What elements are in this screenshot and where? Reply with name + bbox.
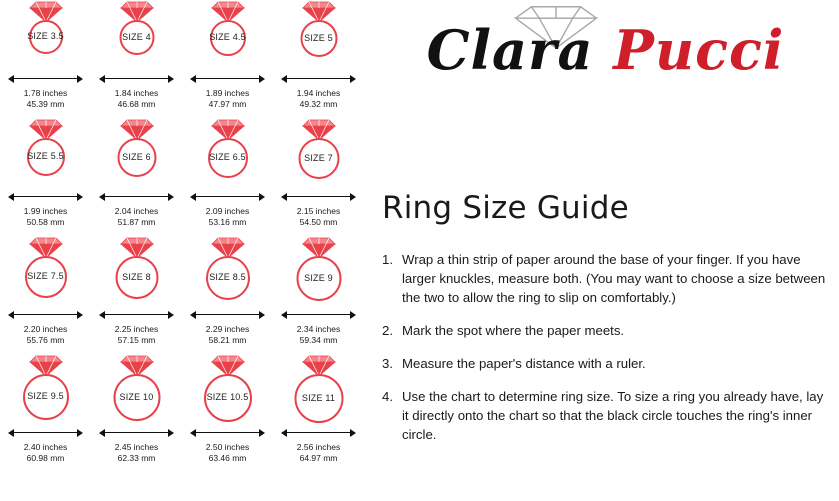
brand-name-second: Pucci xyxy=(613,18,785,82)
arrow-right-head xyxy=(350,429,356,437)
ring-illustration xyxy=(182,0,273,68)
arrow-right-head xyxy=(168,429,174,437)
ring-inches: 2.50 inches xyxy=(205,442,250,452)
ring-mm: 49.32 mm xyxy=(299,99,338,109)
diameter-arrow xyxy=(190,428,265,437)
ring-measurements xyxy=(182,442,273,464)
arrow-shaft xyxy=(13,432,78,433)
ring-size-cell[interactable] xyxy=(182,236,273,354)
diameter-arrow xyxy=(281,192,356,201)
ring-illustration xyxy=(273,354,364,422)
arrow-shaft xyxy=(286,78,351,79)
step-number: 4. xyxy=(382,389,393,404)
diameter-arrow xyxy=(281,310,356,319)
diameter-arrow xyxy=(8,428,83,437)
ring-size-label: SIZE 5 xyxy=(304,32,333,43)
arrow-right-head xyxy=(77,193,83,201)
ring-size-label: SIZE 4.5 xyxy=(209,32,246,42)
ring-measurements xyxy=(91,324,182,346)
ring-inches: 1.89 inches xyxy=(205,88,250,98)
arrow-shaft xyxy=(13,314,78,315)
step-text: Wrap a thin strip of paper around the base of your finger. If you have larger knuckles, measure both. (You may want to choose a size between the two to allow the ring to slip on comfortably.) xyxy=(402,252,826,305)
ring-size-grid xyxy=(0,0,364,472)
ring-measurements xyxy=(91,442,182,464)
ring-illustration xyxy=(0,354,91,422)
ring-measurements xyxy=(273,88,364,110)
arrow-shaft xyxy=(104,314,169,315)
ring-size-cell[interactable] xyxy=(273,354,364,472)
ring-mm: 60.98 mm xyxy=(26,453,65,463)
ring-inches: 2.29 inches xyxy=(205,324,250,334)
arrow-shaft xyxy=(104,196,169,197)
instruction-step xyxy=(382,321,832,340)
ring-size-label: SIZE 9.5 xyxy=(27,391,64,401)
diameter-arrow xyxy=(99,428,174,437)
diameter-arrow xyxy=(281,428,356,437)
ring-size-cell[interactable] xyxy=(273,236,364,354)
ring-size-cell[interactable] xyxy=(0,354,91,472)
arrow-right-head xyxy=(259,193,265,201)
ring-size-label: SIZE 5.5 xyxy=(27,151,64,161)
step-text: Use the chart to determine ring size. To size a ring you already have, lay it directly onto the chart so that the black circle touches the ring's inner circle. xyxy=(402,389,824,442)
ring-inches: 2.40 inches xyxy=(23,442,68,452)
ring-size-cell[interactable] xyxy=(91,118,182,236)
ring-mm: 53.16 mm xyxy=(208,217,247,227)
ring-inches: 2.56 inches xyxy=(296,442,341,452)
ring-mm: 62.33 mm xyxy=(117,453,156,463)
ring-size-cell[interactable] xyxy=(182,118,273,236)
step-text: Measure the paper's distance with a ruler. xyxy=(402,356,646,371)
ring-size-label: SIZE 7.5 xyxy=(27,271,64,281)
step-number: 1. xyxy=(382,252,393,267)
ring-measurements xyxy=(273,324,364,346)
ring-size-label: SIZE 6 xyxy=(122,151,151,162)
ring-mm: 46.68 mm xyxy=(117,99,156,109)
instruction-list xyxy=(382,250,832,458)
ring-illustration xyxy=(91,236,182,304)
ring-illustration xyxy=(273,236,364,304)
arrow-right-head xyxy=(168,193,174,201)
ring-illustration xyxy=(0,236,91,304)
ring-inches: 2.45 inches xyxy=(114,442,159,452)
arrow-shaft xyxy=(195,78,260,79)
ring-size-label: SIZE 10 xyxy=(119,391,154,402)
ring-measurements xyxy=(182,206,273,228)
diameter-arrow xyxy=(190,74,265,83)
arrow-right-head xyxy=(350,311,356,319)
ring-size-cell[interactable] xyxy=(91,236,182,354)
ring-size-label: SIZE 11 xyxy=(301,392,336,403)
ring-illustration xyxy=(273,0,364,68)
arrow-right-head xyxy=(77,75,83,83)
ring-inches: 2.25 inches xyxy=(114,324,159,334)
ring-measurements xyxy=(0,442,91,464)
ring-mm: 55.76 mm xyxy=(26,335,65,345)
ring-size-cell[interactable] xyxy=(273,118,364,236)
ring-inches: 2.34 inches xyxy=(296,324,341,334)
ring-size-label: SIZE 7 xyxy=(304,152,333,163)
ring-inches: 1.78 inches xyxy=(23,88,68,98)
diameter-arrow xyxy=(8,192,83,201)
ring-mm: 51.87 mm xyxy=(117,217,156,227)
ring-size-chart xyxy=(0,0,364,501)
ring-mm: 57.15 mm xyxy=(117,335,156,345)
arrow-shaft xyxy=(286,196,351,197)
arrow-shaft xyxy=(104,78,169,79)
ring-inches: 2.15 inches xyxy=(296,206,341,216)
ring-size-label: SIZE 3.5 xyxy=(27,31,64,41)
arrow-shaft xyxy=(104,432,169,433)
brand-name-first: Clara xyxy=(426,18,594,82)
ring-size-label: SIZE 6.5 xyxy=(209,152,246,162)
ring-mm: 63.46 mm xyxy=(208,453,247,463)
ring-illustration xyxy=(0,0,91,68)
ring-measurements xyxy=(0,206,91,228)
ring-inches: 2.09 inches xyxy=(205,206,250,216)
ring-size-label: SIZE 8 xyxy=(122,271,151,282)
arrow-shaft xyxy=(195,314,260,315)
ring-size-label: SIZE 9 xyxy=(304,272,333,283)
ring-illustration xyxy=(182,236,273,304)
ring-illustration xyxy=(91,118,182,186)
diameter-arrow xyxy=(190,310,265,319)
ring-size-label: SIZE 4 xyxy=(122,31,151,42)
arrow-shaft xyxy=(13,78,78,79)
step-number: 3. xyxy=(382,356,393,371)
diameter-arrow xyxy=(281,74,356,83)
ring-inches: 2.20 inches xyxy=(23,324,68,334)
arrow-shaft xyxy=(195,196,260,197)
ring-size-cell[interactable] xyxy=(273,0,364,118)
ring-size-cell[interactable] xyxy=(182,0,273,118)
ring-mm: 64.97 mm xyxy=(299,453,338,463)
arrow-right-head xyxy=(259,429,265,437)
ring-size-cell[interactable] xyxy=(91,0,182,118)
arrow-shaft xyxy=(13,196,78,197)
arrow-right-head xyxy=(77,429,83,437)
ring-mm: 45.39 mm xyxy=(26,99,65,109)
ring-inches: 1.99 inches xyxy=(23,206,68,216)
ring-measurements xyxy=(91,88,182,110)
page-title: Ring Size Guide xyxy=(382,190,629,226)
arrow-right-head xyxy=(168,311,174,319)
ring-inches: 1.94 inches xyxy=(296,88,341,98)
arrow-shaft xyxy=(195,432,260,433)
ring-measurements xyxy=(273,442,364,464)
arrow-right-head xyxy=(168,75,174,83)
instruction-step xyxy=(382,250,832,307)
step-number: 2. xyxy=(382,323,393,338)
ring-illustration xyxy=(0,118,91,186)
arrow-shaft xyxy=(286,432,351,433)
diameter-arrow xyxy=(8,74,83,83)
ring-illustration xyxy=(91,354,182,422)
ring-mm: 54.50 mm xyxy=(299,217,338,227)
ring-measurements xyxy=(182,324,273,346)
arrow-right-head xyxy=(350,75,356,83)
arrow-right-head xyxy=(259,75,265,83)
ring-inches: 1.84 inches xyxy=(114,88,159,98)
ring-measurements xyxy=(91,206,182,228)
ring-measurements xyxy=(182,88,273,110)
ring-illustration xyxy=(273,118,364,186)
ring-size-label: SIZE 8.5 xyxy=(209,272,246,282)
ring-inches: 2.04 inches xyxy=(114,206,159,216)
ring-measurements xyxy=(273,206,364,228)
arrow-shaft xyxy=(286,314,351,315)
diameter-arrow xyxy=(8,310,83,319)
ring-illustration xyxy=(91,0,182,68)
step-text: Mark the spot where the paper meets. xyxy=(402,323,625,338)
instruction-step xyxy=(382,387,832,444)
diameter-arrow xyxy=(99,310,174,319)
ring-illustration xyxy=(182,354,273,422)
diameter-arrow xyxy=(99,74,174,83)
diameter-arrow xyxy=(99,192,174,201)
ring-size-cell[interactable] xyxy=(0,118,91,236)
ring-size-label: SIZE 10.5 xyxy=(206,392,249,402)
ring-mm: 47.97 mm xyxy=(208,99,247,109)
ring-mm: 59.34 mm xyxy=(299,335,338,345)
guide-panel xyxy=(372,0,839,501)
ring-size-cell[interactable] xyxy=(0,0,91,118)
ring-measurements xyxy=(0,324,91,346)
arrow-right-head xyxy=(77,311,83,319)
ring-size-cell[interactable] xyxy=(182,354,273,472)
arrow-right-head xyxy=(350,193,356,201)
ring-mm: 58.21 mm xyxy=(208,335,247,345)
arrow-right-head xyxy=(259,311,265,319)
ring-size-cell[interactable] xyxy=(0,236,91,354)
diameter-arrow xyxy=(190,192,265,201)
ring-mm: 50.58 mm xyxy=(26,217,65,227)
ring-illustration xyxy=(182,118,273,186)
ring-measurements xyxy=(0,88,91,110)
instruction-step xyxy=(382,354,832,373)
ring-size-cell[interactable] xyxy=(91,354,182,472)
